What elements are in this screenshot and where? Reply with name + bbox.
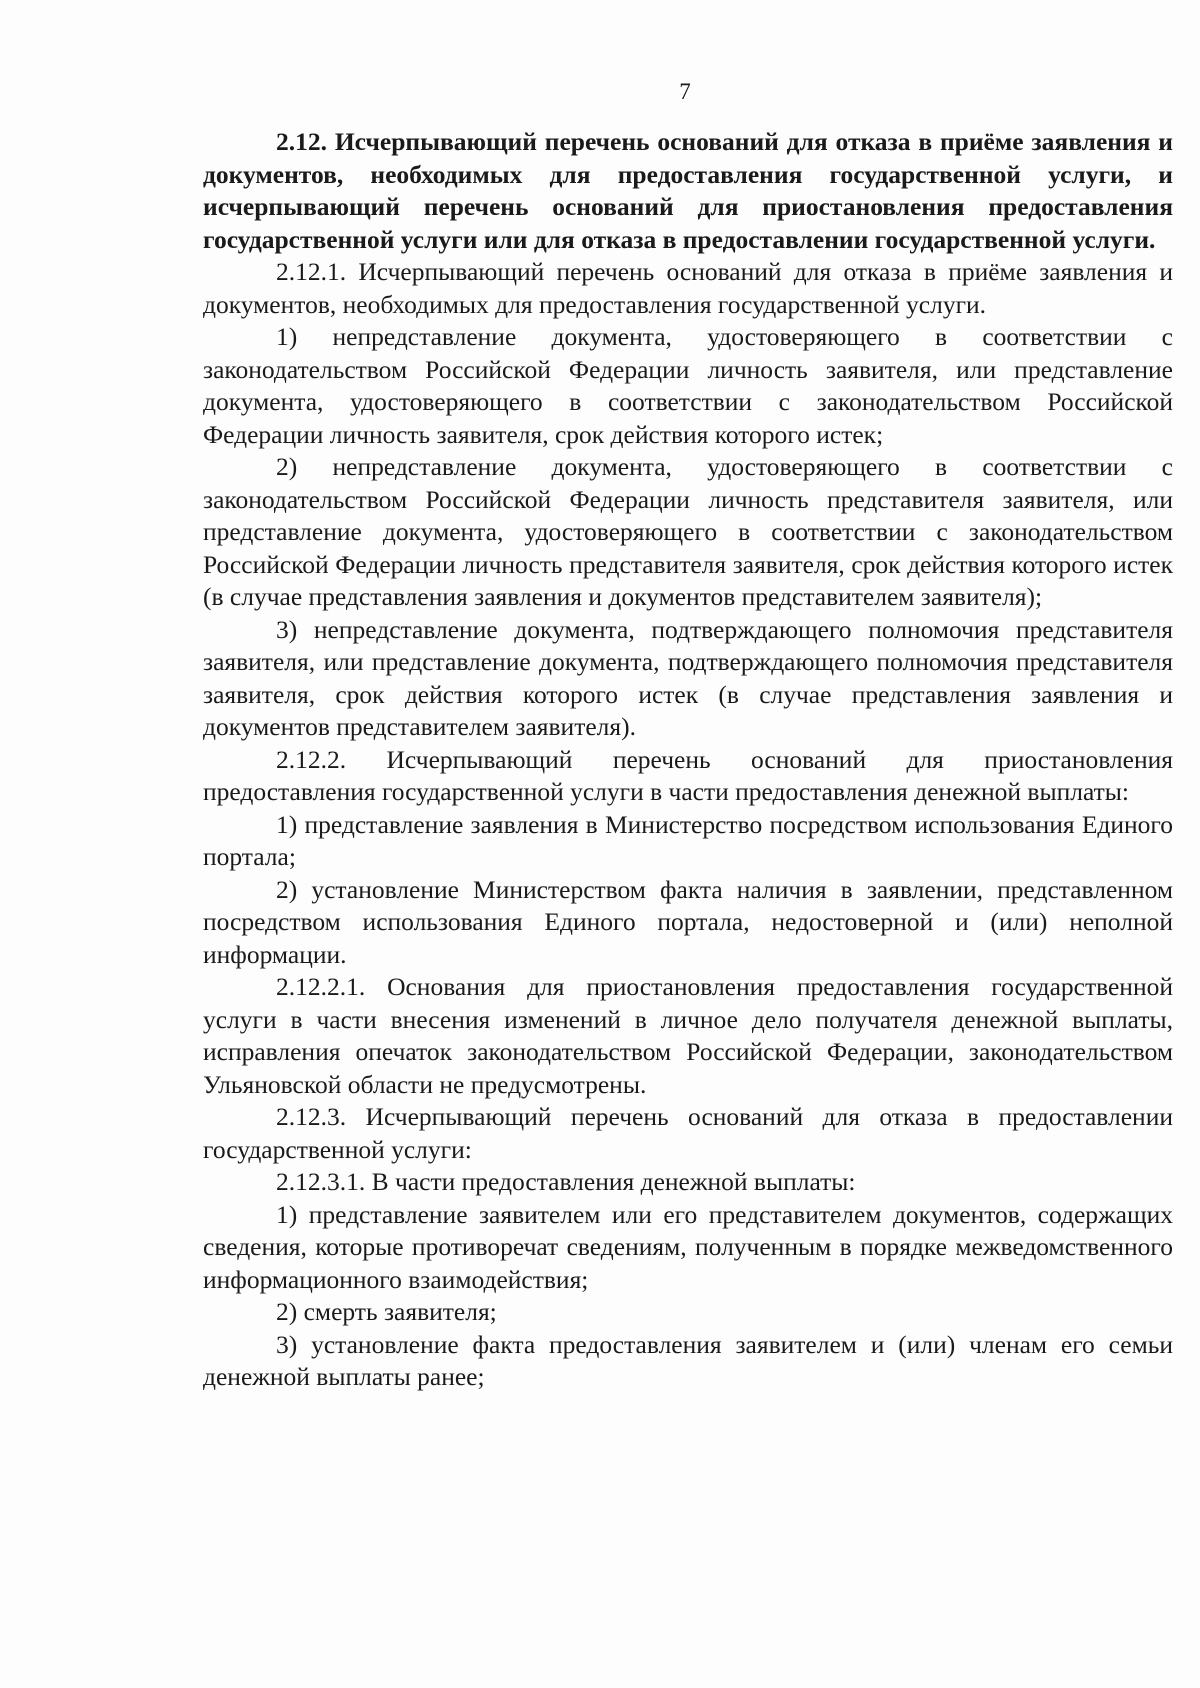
paragraph: 2.12.3.1. В части предоставления денежной выплаты: <box>276 1167 856 1196</box>
page-number: 7 <box>679 79 691 104</box>
paragraph: 2) непредставление документа, удостоверяющего в соответствии с законодательством Российской Федерации личность представителя заявителя, или представление документа, удостоверяющего в соответствии с законодательством Российской Федерации личность представителя заявителя, срок действия которого истек (в случае представления заявления и документов представителем заявителя); <box>203 452 1173 611</box>
paragraph: 2.12.2. Исчерпывающий перечень оснований для приостановления предоставления государственной услуги в части предоставления денежной выплаты: <box>203 744 1173 806</box>
paragraph: 3) непредставление документа, подтверждающего полномочия представителя заявителя, или представление документа, подтверждающего полномочия представителя заявителя, срок действия которого истек (в случае представления заявления и документов представителем заявителя). <box>203 614 1173 741</box>
paragraph: 1) представление заявителем или его представителем документов, содержащих сведения, которые противоречат сведениям, полученным в порядке межведомственного информационного взаимодействия; <box>203 1199 1173 1294</box>
paragraph: 3) установление факта предоставления заявителем и (или) членам его семьи денежной выплаты ранее; <box>203 1329 1173 1391</box>
paragraph: 2) смерть заявителя; <box>276 1297 497 1326</box>
paragraph: 2.12.2.1. Основания для приостановления предоставления государственной услуги в части внесения изменений в личное дело получателя денежной выплаты, исправления опечаток законодательством Российской Федерации, законодательством Ульяновской области не предусмотрены. <box>203 972 1173 1099</box>
document-body <box>203 126 1173 1394</box>
paragraph: 2.12.3. Исчерпывающий перечень оснований для отказа в предоставлении государственной услуги: <box>203 1102 1173 1164</box>
paragraph: 2.12.1. Исчерпывающий перечень оснований для отказа в приёме заявления и документов, необходимых для предоставления государственной услуги. <box>203 257 1173 319</box>
paragraph: 1) непредставление документа, удостоверяющего в соответствии с законодательством Российской Федерации личность заявителя, или представление документа, удостоверяющего в соответствии с законодательством Российской Федерации личность заявителя, срок действия которого истек; <box>203 322 1173 449</box>
paragraph: 1) представление заявления в Министерство посредством использования Единого портала; <box>203 809 1173 871</box>
section-heading: 2.12. Исчерпывающий перечень оснований для отказа в приёме заявления и документов, необходимых для предоставления государственной услуги, и исчерпывающий перечень оснований для приостановления предоставления государственной услуги или для отказа в предоставлении государственной услуги. <box>203 127 1173 254</box>
paragraph: 2) установление Министерством факта наличия в заявлении, представленном посредством использования Единого портала, недостоверной и (или) неполной информации. <box>203 874 1173 969</box>
